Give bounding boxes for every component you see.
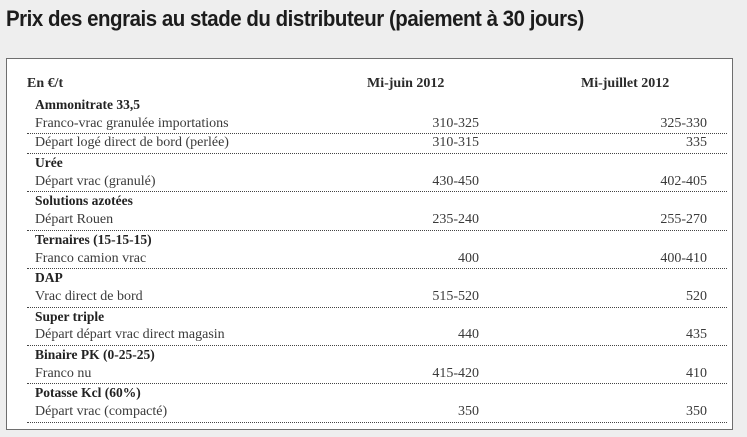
header-unit-label: En €/t <box>27 76 64 91</box>
value-mid-june: 430-450 <box>432 173 479 189</box>
group-heading <box>27 154 727 173</box>
row-label: Franco camion vrac <box>35 250 147 266</box>
group-heading-label: Super triple <box>35 308 105 324</box>
group-heading <box>27 346 727 365</box>
value-mid-july: 520 <box>686 288 707 304</box>
row-label: Départ départ vrac direct magasin <box>35 327 225 343</box>
value-mid-june: 350 <box>458 404 479 419</box>
row-label: Départ logé direct de bord (perlée) <box>35 135 229 151</box>
value-mid-june: 310-325 <box>432 115 479 131</box>
table-body <box>27 96 727 423</box>
value-mid-july: 400-410 <box>660 250 707 266</box>
table-row <box>27 326 727 346</box>
group-heading-label: Urée <box>35 155 63 171</box>
value-mid-july: 435 <box>686 327 707 343</box>
table-row <box>27 250 727 270</box>
value-mid-june: 235-240 <box>432 212 479 228</box>
table-row <box>27 115 727 135</box>
page-title: Prix des engrais au stade du distributeur (paiement à 30 jours) <box>6 6 584 31</box>
value-mid-june: 515-520 <box>432 288 479 304</box>
group-heading-label: Solutions azotées <box>35 193 133 209</box>
row-label: Vrac direct de bord <box>35 288 143 304</box>
group-heading <box>27 231 727 250</box>
group-heading-label: Ternaires (15-15-15) <box>35 231 152 247</box>
group-heading-label: Potasse Kcl (60%) <box>35 385 141 401</box>
value-mid-july: 410 <box>686 365 707 381</box>
table-row <box>27 134 727 154</box>
value-mid-june: 415-420 <box>432 365 479 381</box>
row-label: Départ Rouen <box>35 212 114 228</box>
value-mid-july: 335 <box>686 135 707 151</box>
value-mid-june: 400 <box>458 250 479 266</box>
group-heading-label: Ammonitrate 33,5 <box>35 97 140 112</box>
group-heading <box>27 96 727 115</box>
row-label: Départ vrac (granulé) <box>35 173 156 189</box>
row-label: Franco nu <box>35 365 92 381</box>
group-heading-label: DAP <box>35 270 63 286</box>
group-heading <box>27 192 727 211</box>
value-mid-july: 350 <box>686 404 707 419</box>
table-row <box>27 173 727 193</box>
table-header <box>7 76 732 96</box>
table-row <box>27 403 727 423</box>
group-heading <box>27 308 727 327</box>
row-label: Franco-vrac granulée importations <box>35 115 229 131</box>
group-heading <box>27 269 727 288</box>
price-table <box>6 58 733 430</box>
value-mid-july: 325-330 <box>660 115 707 131</box>
header-col-mid-june: Mi-juin 2012 <box>367 76 445 91</box>
header-col-mid-july: Mi-juillet 2012 <box>581 76 670 91</box>
row-label: Départ vrac (compacté) <box>35 404 168 419</box>
value-mid-july: 255-270 <box>660 212 707 228</box>
group-heading <box>27 384 727 403</box>
value-mid-june: 440 <box>458 327 479 343</box>
table-row <box>27 288 727 308</box>
table-row <box>27 211 727 231</box>
group-heading-label: Binaire PK (0-25-25) <box>35 346 155 362</box>
table-row <box>27 365 727 385</box>
value-mid-july: 402-405 <box>660 173 707 189</box>
value-mid-june: 310-315 <box>432 135 479 151</box>
